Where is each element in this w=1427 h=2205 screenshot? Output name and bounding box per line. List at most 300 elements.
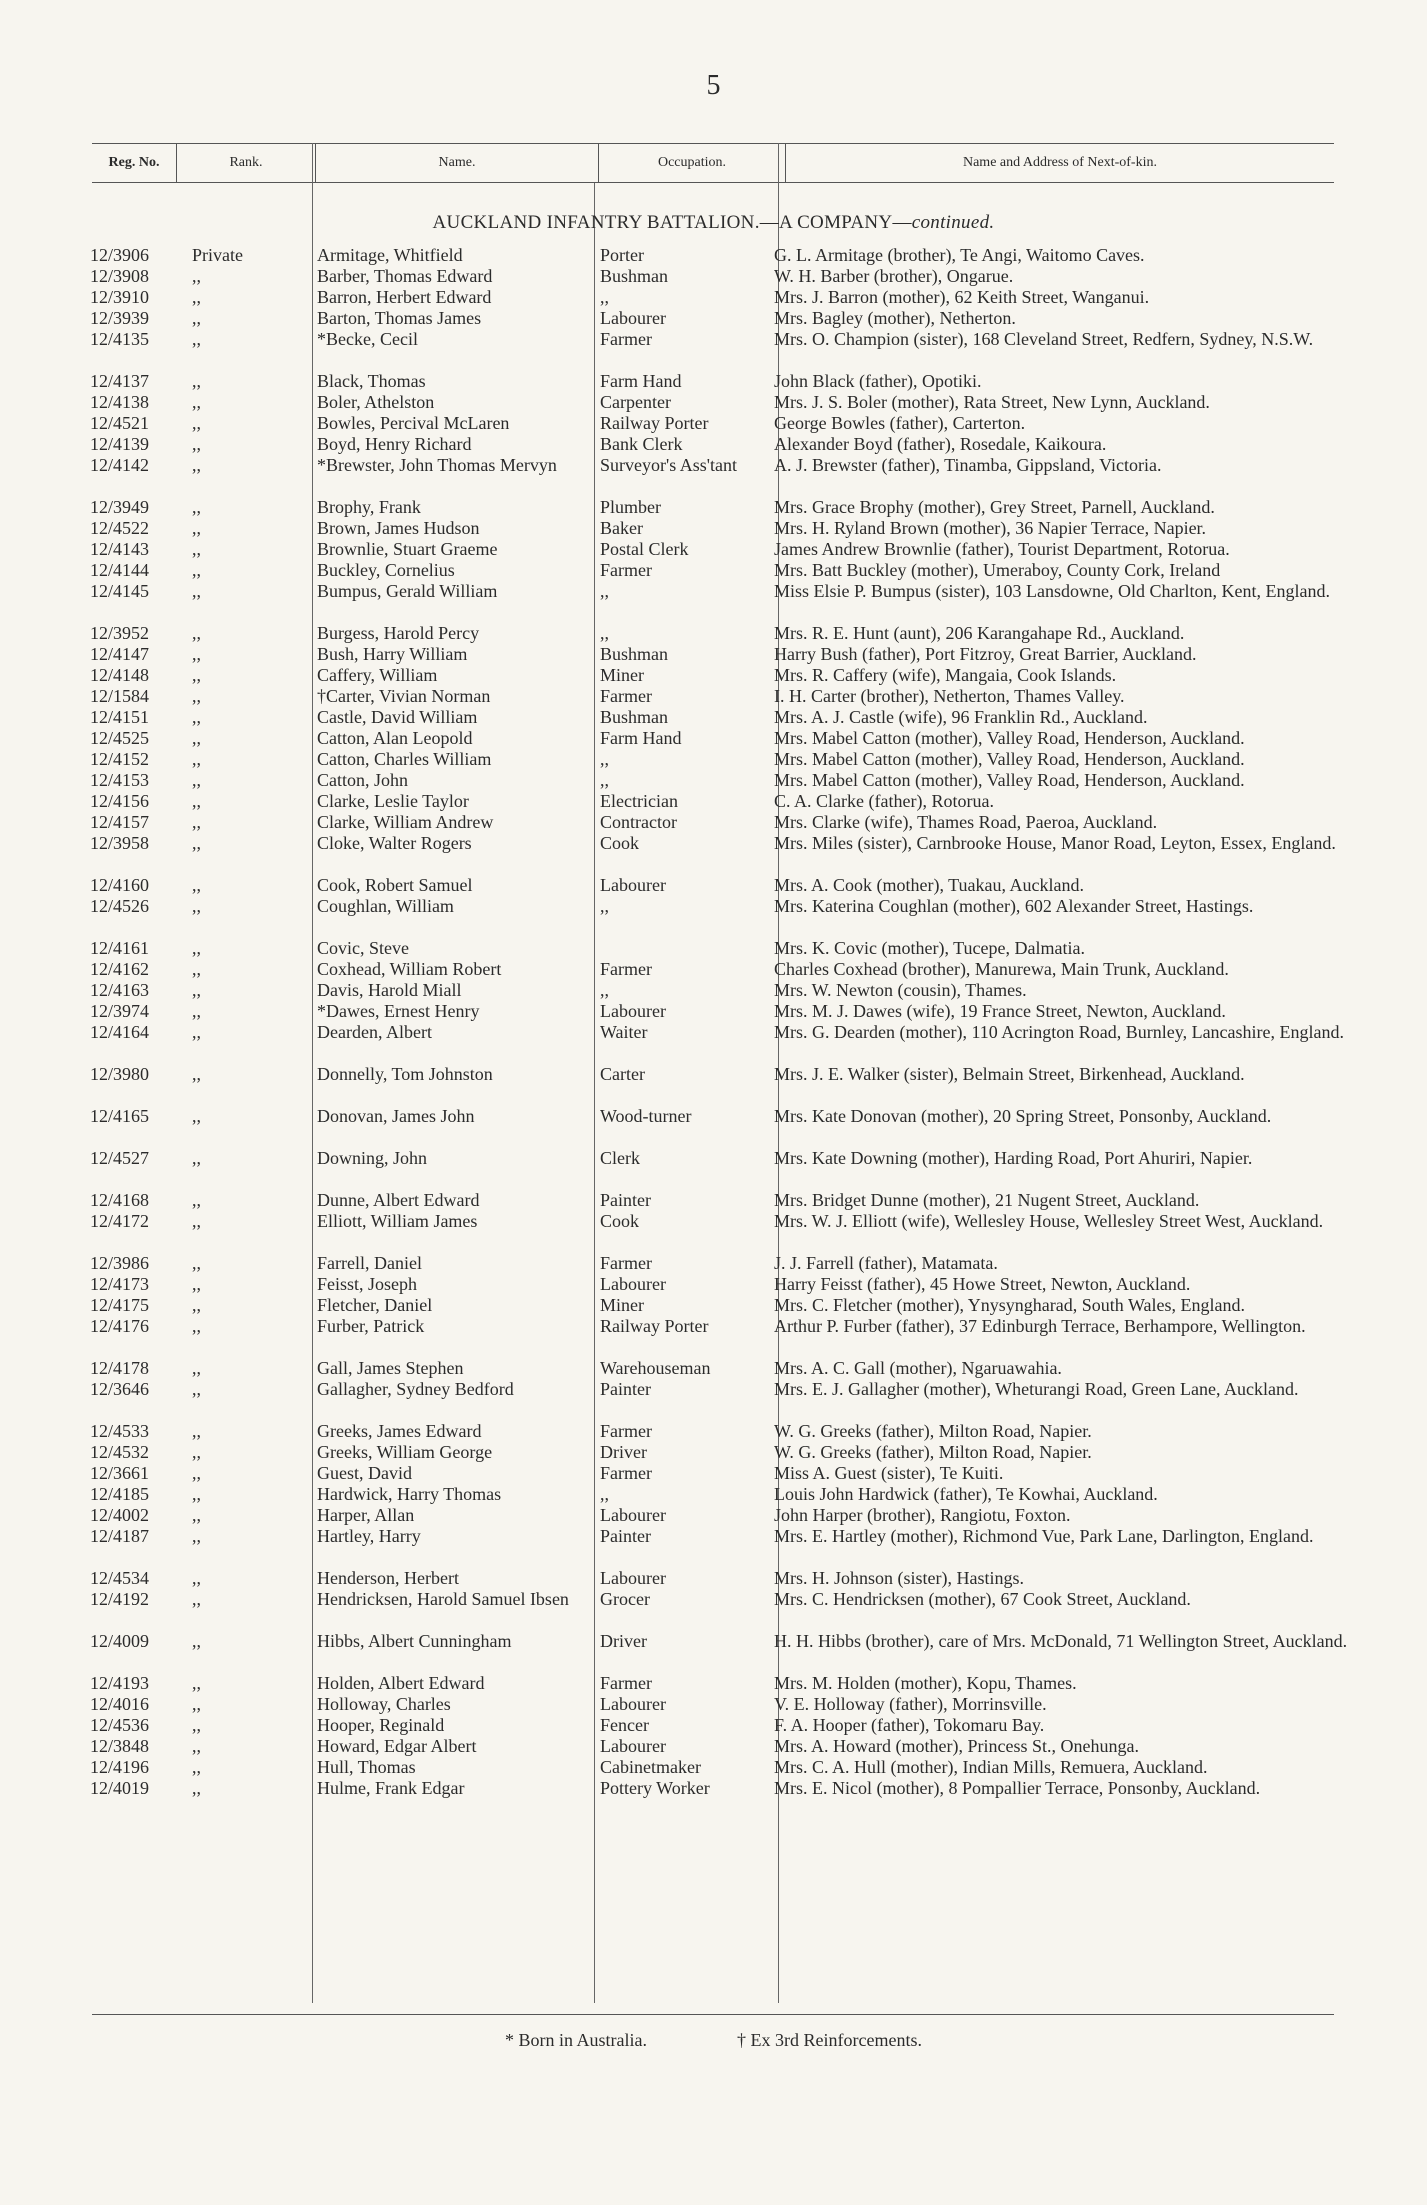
reg-no-cell: 12/4156 xyxy=(90,791,150,811)
table-row xyxy=(80,1211,1360,1253)
table-row xyxy=(80,1526,1360,1568)
reg-no-cell: 12/4176 xyxy=(90,1316,150,1336)
table-row xyxy=(80,1715,1360,1736)
name-cell: Hartley, Harry xyxy=(317,1526,421,1546)
rank-cell: ,, xyxy=(192,1463,201,1483)
rank-cell: ,, xyxy=(192,1484,201,1504)
occupation-cell: Labourer xyxy=(600,1274,666,1294)
next-of-kin-cell: Mrs. Katerina Coughlan (mother), 602 Alexander Street, Hastings. xyxy=(774,896,1254,916)
reg-no-cell: 12/3949 xyxy=(90,497,150,517)
occupation-cell: Miner xyxy=(600,665,644,685)
reg-no-cell: 12/3908 xyxy=(90,266,150,286)
table-row xyxy=(80,371,1360,392)
section-title-text: AUCKLAND INFANTRY BATTALION.—A COMPANY— xyxy=(432,212,912,233)
next-of-kin-cell: Mrs. A. Cook (mother), Tuakau, Auckland. xyxy=(774,875,1084,895)
table-row xyxy=(80,1421,1360,1442)
reg-no-cell: 12/4185 xyxy=(90,1484,150,1504)
rank-cell: ,, xyxy=(192,875,201,895)
table-row xyxy=(80,1001,1360,1022)
next-of-kin-cell: Mrs. W. Newton (cousin), Thames. xyxy=(774,980,1027,1000)
table-row xyxy=(80,1631,1360,1673)
table-row xyxy=(80,938,1360,959)
next-of-kin-cell: G. L. Armitage (brother), Te Angi, Waitomo Caves. xyxy=(774,245,1145,265)
next-of-kin-cell: Miss A. Guest (sister), Te Kuiti. xyxy=(774,1463,1004,1483)
reg-no-cell: 12/4525 xyxy=(90,728,150,748)
reg-no-cell: 12/4163 xyxy=(90,980,150,1000)
reg-no-cell: 12/4137 xyxy=(90,371,150,391)
next-of-kin-cell: Mrs. H. Johnson (sister), Hastings. xyxy=(774,1568,1024,1588)
occupation-cell: Contractor xyxy=(600,812,677,832)
reg-no-cell: 12/4173 xyxy=(90,1274,150,1294)
name-cell: Covic, Steve xyxy=(317,938,409,958)
next-of-kin-cell: Mrs. C. A. Hull (mother), Indian Mills, Remuera, Auckland. xyxy=(774,1757,1208,1777)
section-title-suffix: continued. xyxy=(911,212,995,233)
table-row xyxy=(80,392,1360,413)
reg-no-cell: 12/3906 xyxy=(90,245,150,265)
occupation-cell: Pottery Worker xyxy=(600,1778,710,1798)
occupation-cell: ,, xyxy=(600,980,609,1000)
occupation-cell: Cook xyxy=(600,833,640,853)
reg-no-cell: 12/3848 xyxy=(90,1736,150,1756)
reg-no-cell: 12/4521 xyxy=(90,413,150,433)
next-of-kin-cell: Mrs. Kate Downing (mother), Harding Road, Port Ahuriri, Napier. xyxy=(774,1148,1253,1168)
header-rank: Rank. xyxy=(177,144,316,182)
next-of-kin-cell: Louis John Hardwick (father), Te Kowhai, Auckland. xyxy=(774,1484,1158,1504)
next-of-kin-cell: F. A. Hooper (father), Tokomaru Bay. xyxy=(774,1715,1045,1735)
next-of-kin-cell: John Harper (brother), Rangiotu, Foxton. xyxy=(774,1505,1071,1525)
reg-no-cell: 12/4527 xyxy=(90,1148,150,1168)
rank-cell: ,, xyxy=(192,1673,201,1693)
reg-no-cell: 12/4172 xyxy=(90,1211,150,1231)
next-of-kin-cell: Mrs. Kate Donovan (mother), 20 Spring Street, Ponsonby, Auckland. xyxy=(774,1106,1272,1126)
rank-cell: ,, xyxy=(192,1736,201,1756)
next-of-kin-cell: Mrs. K. Covic (mother), Tucepe, Dalmatia. xyxy=(774,938,1085,958)
reg-no-cell: 12/4157 xyxy=(90,812,150,832)
occupation-cell: Labourer xyxy=(600,875,666,895)
rank-cell: ,, xyxy=(192,329,201,349)
reg-no-cell: 12/4168 xyxy=(90,1190,150,1210)
table-row xyxy=(80,623,1360,644)
next-of-kin-cell: Mrs. Miles (sister), Carnbrooke House, Manor Road, Leyton, Essex, England. xyxy=(774,833,1336,853)
rank-cell: ,, xyxy=(192,308,201,328)
table-row xyxy=(80,770,1360,791)
name-cell: Cloke, Walter Rogers xyxy=(317,833,472,853)
name-cell: Black, Thomas xyxy=(317,371,426,391)
table-row xyxy=(80,266,1360,287)
next-of-kin-cell: Mrs. M. J. Dawes (wife), 19 France Street, Newton, Auckland. xyxy=(774,1001,1226,1021)
occupation-cell: ,, xyxy=(600,287,609,307)
rank-cell: Private xyxy=(192,245,243,265)
reg-no-cell: 12/4142 xyxy=(90,455,150,475)
table-row xyxy=(80,959,1360,980)
name-cell: Barron, Herbert Edward xyxy=(317,287,492,307)
table-row xyxy=(80,1484,1360,1505)
occupation-cell: Driver xyxy=(600,1442,647,1462)
name-cell: Coughlan, William xyxy=(317,896,454,916)
reg-no-cell: 12/4152 xyxy=(90,749,150,769)
table-row xyxy=(80,1316,1360,1358)
reg-no-cell: 12/4192 xyxy=(90,1589,150,1609)
reg-no-cell: 12/4165 xyxy=(90,1106,150,1126)
table-row xyxy=(80,1757,1360,1778)
footnote-ex-reinforcements: † Ex 3rd Reinforcements. xyxy=(737,2030,922,2050)
roll-table-body xyxy=(80,245,1360,1820)
next-of-kin-cell: James Andrew Brownlie (father), Tourist Department, Rotorua. xyxy=(774,539,1230,559)
next-of-kin-cell: Mrs. E. Nicol (mother), 8 Pompallier Terrace, Ponsonby, Auckland. xyxy=(774,1778,1261,1798)
table-header xyxy=(92,143,1334,183)
next-of-kin-cell: C. A. Clarke (father), Rotorua. xyxy=(774,791,994,811)
occupation-cell: Driver xyxy=(600,1631,647,1651)
next-of-kin-cell: Harry Bush (father), Port Fitzroy, Great Barrier, Auckland. xyxy=(774,644,1197,664)
next-of-kin-cell: Mrs. C. Hendricksen (mother), 67 Cook Street, Auckland. xyxy=(774,1589,1191,1609)
rank-cell: ,, xyxy=(192,1274,201,1294)
name-cell: *Brewster, John Thomas Mervyn xyxy=(317,455,557,475)
occupation-cell: Grocer xyxy=(600,1589,650,1609)
table-row xyxy=(80,896,1360,938)
table-row xyxy=(80,1463,1360,1484)
occupation-cell: Postal Clerk xyxy=(600,539,689,559)
reg-no-cell: 12/4139 xyxy=(90,434,150,454)
header-occupation: Occupation. xyxy=(599,144,786,182)
reg-no-cell: 12/3974 xyxy=(90,1001,150,1021)
next-of-kin-cell: Mrs. R. E. Hunt (aunt), 206 Karangahape Rd., Auckland. xyxy=(774,623,1185,643)
occupation-cell: Bushman xyxy=(600,707,669,727)
rank-cell: ,, xyxy=(192,686,201,706)
reg-no-cell: 12/4164 xyxy=(90,1022,150,1042)
reg-no-cell: 12/3980 xyxy=(90,1064,150,1084)
next-of-kin-cell: Miss Elsie P. Bumpus (sister), 103 Lansdowne, Old Charlton, Kent, England. xyxy=(774,581,1330,601)
name-cell: Brown, James Hudson xyxy=(317,518,480,538)
next-of-kin-cell: W. H. Barber (brother), Ongarue. xyxy=(774,266,1014,286)
table-row xyxy=(80,539,1360,560)
next-of-kin-cell: Mrs. J. S. Boler (mother), Rata Street, New Lynn, Auckland. xyxy=(774,392,1210,412)
rank-cell: ,, xyxy=(192,1190,201,1210)
rank-cell: ,, xyxy=(192,371,201,391)
table-row xyxy=(80,1442,1360,1463)
table-row xyxy=(80,329,1360,371)
table-row xyxy=(80,245,1360,266)
reg-no-cell: 12/4160 xyxy=(90,875,150,895)
table-row xyxy=(80,413,1360,434)
rank-cell: ,, xyxy=(192,434,201,454)
next-of-kin-cell: Mrs. Bagley (mother), Netherton. xyxy=(774,308,1016,328)
rank-cell: ,, xyxy=(192,707,201,727)
reg-no-cell: 12/4135 xyxy=(90,329,150,349)
rank-cell: ,, xyxy=(192,1358,201,1378)
table-row xyxy=(80,581,1360,623)
table-row xyxy=(80,1022,1360,1064)
occupation-cell: Railway Porter xyxy=(600,1316,709,1336)
next-of-kin-cell: Mrs. A. J. Castle (wife), 96 Franklin Rd., Auckland. xyxy=(774,707,1148,727)
rank-cell: ,, xyxy=(192,1421,201,1441)
rank-cell: ,, xyxy=(192,833,201,853)
rank-cell: ,, xyxy=(192,1148,201,1168)
occupation-cell: ,, xyxy=(600,581,609,601)
reg-no-cell: 12/1584 xyxy=(90,686,150,706)
name-cell: Downing, John xyxy=(317,1148,428,1168)
table-row xyxy=(80,1148,1360,1190)
occupation-cell: Labourer xyxy=(600,1736,666,1756)
reg-no-cell: 12/4143 xyxy=(90,539,150,559)
name-cell: Holden, Albert Edward xyxy=(317,1673,485,1693)
name-cell: Coxhead, William Robert xyxy=(317,959,502,979)
table-row xyxy=(80,1694,1360,1715)
reg-no-cell: 12/4162 xyxy=(90,959,150,979)
rank-cell: ,, xyxy=(192,455,201,475)
rank-cell: ,, xyxy=(192,1442,201,1462)
next-of-kin-cell: Mrs. O. Champion (sister), 168 Cleveland Street, Redfern, Sydney, N.S.W. xyxy=(774,329,1314,349)
name-cell: Bowles, Percival McLaren xyxy=(317,413,510,433)
footnote-born-australia: * Born in Australia. xyxy=(505,2030,648,2050)
next-of-kin-cell: Mrs. A. C. Gall (mother), Ngaruawahia. xyxy=(774,1358,1062,1378)
reg-no-cell: 12/4147 xyxy=(90,644,150,664)
reg-no-cell: 12/3952 xyxy=(90,623,150,643)
occupation-cell: Carter xyxy=(600,1064,645,1084)
name-cell: Barton, Thomas James xyxy=(317,308,482,328)
occupation-cell: Labourer xyxy=(600,1694,666,1714)
rank-cell: ,, xyxy=(192,1022,201,1042)
occupation-cell: Railway Porter xyxy=(600,413,709,433)
rank-cell: ,, xyxy=(192,980,201,1000)
table-row xyxy=(80,1778,1360,1820)
table-row xyxy=(80,1505,1360,1526)
occupation-cell: Carpenter xyxy=(600,392,671,412)
reg-no-cell: 12/3661 xyxy=(90,1463,150,1483)
name-cell: Farrell, Daniel xyxy=(317,1253,422,1273)
name-cell: Hull, Thomas xyxy=(317,1757,416,1777)
table-row xyxy=(80,812,1360,833)
occupation-cell: Plumber xyxy=(600,497,661,517)
name-cell: Cook, Robert Samuel xyxy=(317,875,473,895)
reg-no-cell: 12/4533 xyxy=(90,1421,150,1441)
occupation-cell: Cabinetmaker xyxy=(600,1757,701,1777)
name-cell: Clarke, Leslie Taylor xyxy=(317,791,469,811)
next-of-kin-cell: Mrs. E. J. Gallagher (mother), Wheturangi Road, Green Lane, Auckland. xyxy=(774,1379,1299,1399)
name-cell: Catton, Charles William xyxy=(317,749,492,769)
name-cell: Guest, David xyxy=(317,1463,412,1483)
rank-cell: ,, xyxy=(192,266,201,286)
next-of-kin-cell: W. G. Greeks (father), Milton Road, Napier. xyxy=(774,1421,1092,1441)
rank-cell: ,, xyxy=(192,812,201,832)
table-row xyxy=(80,1358,1360,1379)
name-cell: Holloway, Charles xyxy=(317,1694,451,1714)
rank-cell: ,, xyxy=(192,623,201,643)
next-of-kin-cell: Mrs. C. Fletcher (mother), Ynysyngharad, South Wales, England. xyxy=(774,1295,1245,1315)
name-cell: Greeks, William George xyxy=(317,1442,493,1462)
occupation-cell: Warehouseman xyxy=(600,1358,711,1378)
reg-no-cell: 12/3646 xyxy=(90,1379,150,1399)
rank-cell: ,, xyxy=(192,1001,201,1021)
table-row xyxy=(80,518,1360,539)
occupation-cell: ,, xyxy=(600,1484,609,1504)
occupation-cell: Painter xyxy=(600,1379,651,1399)
table-row xyxy=(80,791,1360,812)
name-cell: Catton, John xyxy=(317,770,409,790)
reg-no-cell: 12/4187 xyxy=(90,1526,150,1546)
name-cell: Burgess, Harold Percy xyxy=(317,623,480,643)
rank-cell: ,, xyxy=(192,665,201,685)
rank-cell: ,, xyxy=(192,392,201,412)
rank-cell: ,, xyxy=(192,1715,201,1735)
occupation-cell: Waiter xyxy=(600,1022,648,1042)
name-cell: Brownlie, Stuart Graeme xyxy=(317,539,498,559)
next-of-kin-cell: I. H. Carter (brother), Netherton, Thames Valley. xyxy=(774,686,1125,706)
reg-no-cell: 12/4161 xyxy=(90,938,150,958)
occupation-cell: Farmer xyxy=(600,560,652,580)
table-row xyxy=(80,686,1360,707)
name-cell: Buckley, Cornelius xyxy=(317,560,455,580)
reg-no-cell: 12/4145 xyxy=(90,581,150,601)
next-of-kin-cell: Mrs. M. Holden (mother), Kopu, Thames. xyxy=(774,1673,1077,1693)
occupation-cell: Labourer xyxy=(600,308,666,328)
next-of-kin-cell: V. E. Holloway (father), Morrinsville. xyxy=(774,1694,1047,1714)
name-cell: Clarke, William Andrew xyxy=(317,812,494,832)
rank-cell: ,, xyxy=(192,1778,201,1798)
rank-cell: ,, xyxy=(192,1106,201,1126)
occupation-cell: Cook xyxy=(600,1211,640,1231)
reg-no-cell: 12/4196 xyxy=(90,1757,150,1777)
rank-cell: ,, xyxy=(192,1526,201,1546)
table-row xyxy=(80,455,1360,497)
name-cell: Armitage, Whitfield xyxy=(317,245,463,265)
occupation-cell: Labourer xyxy=(600,1001,666,1021)
table-row xyxy=(80,1274,1360,1295)
occupation-cell: Farmer xyxy=(600,329,652,349)
reg-no-cell: 12/4534 xyxy=(90,1568,150,1588)
next-of-kin-cell: George Bowles (father), Carterton. xyxy=(774,413,1026,433)
rank-cell: ,, xyxy=(192,518,201,538)
occupation-cell: Farmer xyxy=(600,1253,652,1273)
rank-cell: ,, xyxy=(192,1757,201,1777)
occupation-cell: Baker xyxy=(600,518,643,538)
rank-cell: ,, xyxy=(192,1064,201,1084)
reg-no-cell: 12/3958 xyxy=(90,833,150,853)
rank-cell: ,, xyxy=(192,1316,201,1336)
next-of-kin-cell: Mrs. Bridget Dunne (mother), 21 Nugent Street, Auckland. xyxy=(774,1190,1200,1210)
rank-cell: ,, xyxy=(192,791,201,811)
next-of-kin-cell: Mrs. R. Caffery (wife), Mangaia, Cook Islands. xyxy=(774,665,1117,685)
footnotes xyxy=(0,2030,1427,2051)
reg-no-cell: 12/4144 xyxy=(90,560,150,580)
occupation-cell: ,, xyxy=(600,770,609,790)
rank-cell: ,, xyxy=(192,938,201,958)
bottom-rule xyxy=(92,2014,1334,2015)
next-of-kin-cell: Mrs. Mabel Catton (mother), Valley Road, Henderson, Auckland. xyxy=(774,770,1245,790)
name-cell: Castle, David William xyxy=(317,707,478,727)
table-row xyxy=(80,1379,1360,1421)
name-cell: Hibbs, Albert Cunningham xyxy=(317,1631,512,1651)
occupation-cell: Clerk xyxy=(600,1148,640,1168)
rank-cell: ,, xyxy=(192,1379,201,1399)
name-cell: Hooper, Reginald xyxy=(317,1715,445,1735)
occupation-cell: Labourer xyxy=(600,1568,666,1588)
reg-no-cell: 12/3986 xyxy=(90,1253,150,1273)
name-cell: Hulme, Frank Edgar xyxy=(317,1778,465,1798)
table-row xyxy=(80,644,1360,665)
next-of-kin-cell: Mrs. G. Dearden (mother), 110 Acrington Road, Burnley, Lancashire, England. xyxy=(774,1022,1345,1042)
rank-cell: ,, xyxy=(192,770,201,790)
occupation-cell: Painter xyxy=(600,1190,651,1210)
rank-cell: ,, xyxy=(192,581,201,601)
next-of-kin-cell: Alexander Boyd (father), Rosedale, Kaikoura. xyxy=(774,434,1107,454)
occupation-cell: Labourer xyxy=(600,1505,666,1525)
reg-no-cell: 12/4009 xyxy=(90,1631,150,1651)
name-cell: Feisst, Joseph xyxy=(317,1274,418,1294)
header-reg-no: Reg. No. xyxy=(92,144,177,182)
name-cell: *Becke, Cecil xyxy=(317,329,418,349)
next-of-kin-cell: Arthur P. Furber (father), 37 Edinburgh Terrace, Berhampore, Wellington. xyxy=(774,1316,1306,1336)
next-of-kin-cell: H. H. Hibbs (brother), care of Mrs. McDonald, 71 Wellington Street, Auckland. xyxy=(774,1631,1348,1651)
name-cell: Bush, Harry William xyxy=(317,644,468,664)
rank-cell: ,, xyxy=(192,1211,201,1231)
next-of-kin-cell: Mrs. Mabel Catton (mother), Valley Road, Henderson, Auckland. xyxy=(774,728,1245,748)
occupation-cell: Porter xyxy=(600,245,644,265)
name-cell: Gallagher, Sydney Bedford xyxy=(317,1379,514,1399)
occupation-cell: Painter xyxy=(600,1526,651,1546)
name-cell: Donnelly, Tom Johnston xyxy=(317,1064,493,1084)
rank-cell: ,, xyxy=(192,1568,201,1588)
name-cell: Dunne, Albert Edward xyxy=(317,1190,480,1210)
page-number: 5 xyxy=(706,70,721,101)
section-title xyxy=(0,212,1427,234)
reg-no-cell: 12/3910 xyxy=(90,287,150,307)
reg-no-cell: 12/4526 xyxy=(90,896,150,916)
rank-cell: ,, xyxy=(192,1505,201,1525)
name-cell: Brophy, Frank xyxy=(317,497,421,517)
name-cell: Davis, Harold Miall xyxy=(317,980,462,1000)
name-cell: Donovan, James John xyxy=(317,1106,475,1126)
occupation-cell: Wood-turner xyxy=(600,1106,692,1126)
occupation-cell: Bushman xyxy=(600,266,669,286)
occupation-cell: ,, xyxy=(600,623,609,643)
next-of-kin-cell: Harry Feisst (father), 45 Howe Street, Newton, Auckland. xyxy=(774,1274,1191,1294)
occupation-cell: ,, xyxy=(600,896,609,916)
next-of-kin-cell: Mrs. W. J. Elliott (wife), Wellesley House, Wellesley Street West, Auckland. xyxy=(774,1211,1324,1231)
reg-no-cell: 12/4002 xyxy=(90,1505,150,1525)
occupation-cell: Fencer xyxy=(600,1715,649,1735)
rank-cell: ,, xyxy=(192,896,201,916)
occupation-cell: Farm Hand xyxy=(600,371,682,391)
rank-cell: ,, xyxy=(192,959,201,979)
table-row xyxy=(80,980,1360,1001)
next-of-kin-cell: Mrs. A. Howard (mother), Princess St., Onehunga. xyxy=(774,1736,1139,1756)
table-row xyxy=(80,308,1360,329)
name-cell: Catton, Alan Leopold xyxy=(317,728,473,748)
table-row xyxy=(80,1736,1360,1757)
table-row xyxy=(80,1295,1360,1316)
table-row xyxy=(80,707,1360,728)
table-row xyxy=(80,833,1360,875)
occupation-cell: Farmer xyxy=(600,1673,652,1693)
next-of-kin-cell: Mrs. Batt Buckley (mother), Umeraboy, County Cork, Ireland xyxy=(774,560,1221,580)
reg-no-cell: 12/4153 xyxy=(90,770,150,790)
table-row xyxy=(80,1568,1360,1589)
rank-cell: ,, xyxy=(192,749,201,769)
rank-cell: ,, xyxy=(192,560,201,580)
rank-cell: ,, xyxy=(192,728,201,748)
table-row xyxy=(80,1190,1360,1211)
rank-cell: ,, xyxy=(192,539,201,559)
name-cell: Boler, Athelston xyxy=(317,392,435,412)
header-next-of-kin: Name and Address of Next-of-kin. xyxy=(962,155,1157,170)
name-cell: Henderson, Herbert xyxy=(317,1568,459,1588)
occupation-cell: Miner xyxy=(600,1295,644,1315)
next-of-kin-cell: Mrs. J. E. Walker (sister), Belmain Street, Birkenhead, Auckland. xyxy=(774,1064,1245,1084)
occupation-cell: Farmer xyxy=(600,1421,652,1441)
occupation-cell: ,, xyxy=(600,749,609,769)
table-row xyxy=(80,434,1360,455)
table-row xyxy=(80,1106,1360,1148)
